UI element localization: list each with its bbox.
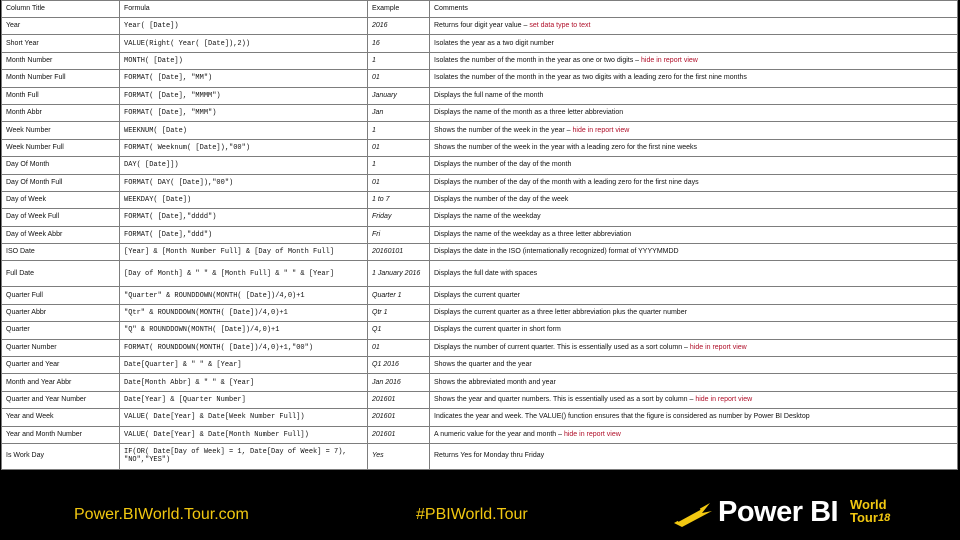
cell-formula: WEEKDAY( [Date]) xyxy=(120,191,368,208)
cell-example: 01 xyxy=(368,339,430,356)
comment-highlight: hide in report view xyxy=(572,126,630,134)
table-row xyxy=(2,443,958,469)
comment-text: Shows the quarter and the year xyxy=(434,361,532,369)
table-row xyxy=(2,391,958,408)
comment-text: Displays the name of the weekday as a three letter abbreviation xyxy=(434,230,632,238)
comment-text: Returns Yes for Monday thru Friday xyxy=(434,452,545,460)
cell-example: 1 xyxy=(368,157,430,174)
comment-highlight: hide in report view xyxy=(563,430,621,438)
cell-formula: FORMAT( [Date],"dddd") xyxy=(120,209,368,226)
comment-text: Displays the number of current quarter. This is essentially used as a sort column – xyxy=(434,343,690,351)
cell-comments xyxy=(430,87,958,104)
cell-comments xyxy=(430,409,958,426)
table-row xyxy=(2,104,958,121)
power-bi-world-tour-logo xyxy=(672,495,896,535)
cell-formula: VALUE(Right( Year( [Date]),2)) xyxy=(120,35,368,52)
cell-column-title: Month Abbr xyxy=(2,104,120,121)
cell-formula: FORMAT( Weeknum( [Date]),"00") xyxy=(120,139,368,156)
cell-example: Q1 2016 xyxy=(368,357,430,374)
logo-year-text: 18 xyxy=(878,512,891,524)
cell-example: 1 xyxy=(368,52,430,69)
cell-formula: [Day of Month] & " " & [Month Full] & " " & [Year] xyxy=(120,261,368,287)
cell-formula: Date[Month Abbr] & " " & [Year] xyxy=(120,374,368,391)
cell-column-title: Short Year xyxy=(2,35,120,52)
comment-text: Shows the abbreviated month and year xyxy=(434,378,556,386)
cell-column-title: Quarter and Year xyxy=(2,357,120,374)
comment-highlight: set data type to text xyxy=(529,22,591,30)
comment-text: Displays the number of the day of the week xyxy=(434,196,569,204)
table-row xyxy=(2,357,958,374)
cell-comments xyxy=(430,191,958,208)
cell-formula: FORMAT( ROUNDDOWN(MONTH( [Date])/4,0)+1,"00") xyxy=(120,339,368,356)
table-row xyxy=(2,426,958,443)
cell-comments xyxy=(430,357,958,374)
table-row xyxy=(2,35,958,52)
cell-formula: FORMAT( [Date], "MM") xyxy=(120,70,368,87)
cell-column-title: Day of Week xyxy=(2,191,120,208)
table-row xyxy=(2,374,958,391)
table-row xyxy=(2,339,958,356)
cell-column-title: Quarter and Year Number xyxy=(2,391,120,408)
cell-example: Qtr 1 xyxy=(368,304,430,321)
date-columns-table xyxy=(1,0,958,470)
comment-text: Displays the current quarter as a three letter abbreviation plus the quarter number xyxy=(434,309,687,317)
header-column-title: Column Title xyxy=(2,1,120,18)
logo-tour-text: Tour xyxy=(850,510,878,525)
cell-formula: "Qtr" & ROUNDDOWN(MONTH( [Date])/4,0)+1 xyxy=(120,304,368,321)
cell-comments xyxy=(430,157,958,174)
comment-text: Shows the number of the week in the year with a leading zero for the first nine weeks xyxy=(434,143,698,151)
cell-column-title: Day Of Month xyxy=(2,157,120,174)
cell-formula: Year( [Date]) xyxy=(120,18,368,35)
cell-comments xyxy=(430,339,958,356)
cell-example: Quarter 1 xyxy=(368,287,430,304)
comment-text: Isolates the number of the month in the year as one or two digits – xyxy=(434,56,642,64)
comment-text: Displays the full date with spaces xyxy=(434,269,538,277)
table-header-row xyxy=(2,1,958,18)
table-row xyxy=(2,409,958,426)
cell-column-title: Year and Week xyxy=(2,409,120,426)
cell-example: 01 xyxy=(368,174,430,191)
cell-comments xyxy=(430,426,958,443)
cell-comments xyxy=(430,287,958,304)
table-row xyxy=(2,122,958,139)
cell-column-title: Day of Week Abbr xyxy=(2,226,120,243)
table-row xyxy=(2,209,958,226)
cell-column-title: Day Of Month Full xyxy=(2,174,120,191)
cell-comments xyxy=(430,104,958,121)
cell-comments xyxy=(430,226,958,243)
cell-column-title: Quarter Number xyxy=(2,339,120,356)
comment-text: Displays the name of the month as a three letter abbreviation xyxy=(434,109,624,117)
cell-comments xyxy=(430,261,958,287)
comment-text: Displays the number of the day of the month with a leading zero for the first nine days xyxy=(434,178,699,186)
cell-comments xyxy=(430,52,958,69)
cell-comments xyxy=(430,18,958,35)
cell-comments xyxy=(430,443,958,469)
cell-formula: MONTH( [Date]) xyxy=(120,52,368,69)
table-row xyxy=(2,226,958,243)
cell-example: Fri xyxy=(368,226,430,243)
cell-column-title: Month Number xyxy=(2,52,120,69)
comment-text: A numeric value for the year and month – xyxy=(434,430,564,438)
cell-example: 01 xyxy=(368,139,430,156)
table-row xyxy=(2,287,958,304)
cell-comments xyxy=(430,304,958,321)
cell-formula: IF(OR( Date[Day of Week] = 1, Date[Day of Week] = 7), "NO","YES") xyxy=(120,443,368,469)
cell-comments xyxy=(430,35,958,52)
comment-text: Displays the current quarter in short form xyxy=(434,326,561,334)
cell-example: 1 xyxy=(368,122,430,139)
cell-column-title: Is Work Day xyxy=(2,443,120,469)
cell-column-title: Week Number xyxy=(2,122,120,139)
logo-power-bi-text: Power BI xyxy=(718,496,839,528)
cell-formula: VALUE( Date[Year] & Date[Week Number Full]) xyxy=(120,409,368,426)
cell-example: Friday xyxy=(368,209,430,226)
cell-column-title: Day of Week Full xyxy=(2,209,120,226)
cell-example: 20160101 xyxy=(368,244,430,261)
cell-column-title: Quarter xyxy=(2,322,120,339)
cell-column-title: Month and Year Abbr xyxy=(2,374,120,391)
globe-swoosh-icon xyxy=(672,499,714,529)
cell-column-title: Week Number Full xyxy=(2,139,120,156)
cell-comments xyxy=(430,174,958,191)
cell-column-title: Month Number Full xyxy=(2,70,120,87)
comment-text: Displays the full name of the month xyxy=(434,91,544,99)
cell-example: January xyxy=(368,87,430,104)
table-body xyxy=(2,18,958,470)
cell-column-title: Quarter Full xyxy=(2,287,120,304)
cell-example: Q1 xyxy=(368,322,430,339)
cell-formula: FORMAT( DAY( [Date]),"00") xyxy=(120,174,368,191)
table-row xyxy=(2,304,958,321)
cell-example: 01 xyxy=(368,70,430,87)
cell-formula: "Q" & ROUNDDOWN(MONTH( [Date])/4,0)+1 xyxy=(120,322,368,339)
cell-column-title: Year and Month Number xyxy=(2,426,120,443)
cell-example: 16 xyxy=(368,35,430,52)
cell-example: 201601 xyxy=(368,391,430,408)
table-row xyxy=(2,70,958,87)
cell-column-title: Month Full xyxy=(2,87,120,104)
comment-highlight: hide in report view xyxy=(641,56,698,64)
cell-column-title: Full Date xyxy=(2,261,120,287)
cell-comments xyxy=(430,322,958,339)
cell-example: Jan 2016 xyxy=(368,374,430,391)
cell-example: 2016 xyxy=(368,18,430,35)
header-example: Example xyxy=(368,1,430,18)
cell-example: 1 January 2016 xyxy=(368,261,430,287)
comment-text: Displays the current quarter xyxy=(434,291,520,299)
footer-website: Power.BIWorld.Tour.com xyxy=(74,506,249,523)
comment-text: Displays the date in the ISO (internationally recognized) format of YYYYMMDD xyxy=(434,248,679,256)
cell-comments xyxy=(430,70,958,87)
cell-formula: FORMAT( [Date],"ddd") xyxy=(120,226,368,243)
header-formula: Formula xyxy=(120,1,368,18)
comment-text: Shows the year and quarter numbers. This is essentially used as a sort by column – xyxy=(434,396,696,403)
comment-text: Isolates the number of the month in the year as two digits with a leading zero for the first nine months xyxy=(434,74,747,82)
comment-text: Indicates the year and week. The VALUE() function ensures that the figure is considered as number by Power BI Desktop xyxy=(434,413,810,421)
logo-world-text: World xyxy=(850,497,887,512)
comment-text: Returns four digit year value – xyxy=(434,22,530,30)
cell-example: 201601 xyxy=(368,426,430,443)
cell-formula: DAY( [Date]]) xyxy=(120,157,368,174)
cell-column-title: Year xyxy=(2,18,120,35)
table-row xyxy=(2,244,958,261)
cell-comments xyxy=(430,209,958,226)
header-comments: Comments xyxy=(430,1,958,18)
comment-text: Displays the number of the day of the month xyxy=(434,161,572,169)
comment-highlight: hide in report view xyxy=(689,343,747,351)
comment-text: Shows the number of the week in the year – xyxy=(434,126,573,134)
cell-formula: Date[Year] & [Quarter Number] xyxy=(120,391,368,408)
cell-comments xyxy=(430,244,958,261)
cell-comments xyxy=(430,122,958,139)
table-row xyxy=(2,157,958,174)
cell-formula: Date[Quarter] & " " & [Year] xyxy=(120,357,368,374)
cell-column-title: Quarter Abbr xyxy=(2,304,120,321)
cell-comments xyxy=(430,139,958,156)
table-row xyxy=(2,139,958,156)
table-row xyxy=(2,261,958,287)
cell-example: 1 to 7 xyxy=(368,191,430,208)
footer-hashtag: #PBIWorld.Tour xyxy=(416,506,528,523)
table-row xyxy=(2,87,958,104)
cell-example: Jan xyxy=(368,104,430,121)
cell-formula: FORMAT( [Date], "MMMM") xyxy=(120,87,368,104)
comment-text: Displays the name of the weekday xyxy=(434,213,541,221)
cell-formula: "Quarter" & ROUNDDOWN(MONTH( [Date])/4,0)+1 xyxy=(120,287,368,304)
cell-formula: WEEKNUM( [Date) xyxy=(120,122,368,139)
table-row xyxy=(2,191,958,208)
cell-comments xyxy=(430,374,958,391)
table-row xyxy=(2,18,958,35)
cell-formula: FORMAT( [Date], "MMM") xyxy=(120,104,368,121)
comment-text: Isolates the year as a two digit number xyxy=(434,39,554,47)
cell-column-title: ISO Date xyxy=(2,244,120,261)
cell-example: Yes xyxy=(368,443,430,469)
cell-example: 201601 xyxy=(368,409,430,426)
cell-formula: VALUE( Date[Year] & Date[Month Number Full]) xyxy=(120,426,368,443)
cell-comments xyxy=(430,391,958,408)
table-row xyxy=(2,52,958,69)
table-row xyxy=(2,174,958,191)
cell-formula: [Year] & [Month Number Full] & [Day of Month Full] xyxy=(120,244,368,261)
table-row xyxy=(2,322,958,339)
comment-highlight: hide in report view xyxy=(695,396,753,403)
